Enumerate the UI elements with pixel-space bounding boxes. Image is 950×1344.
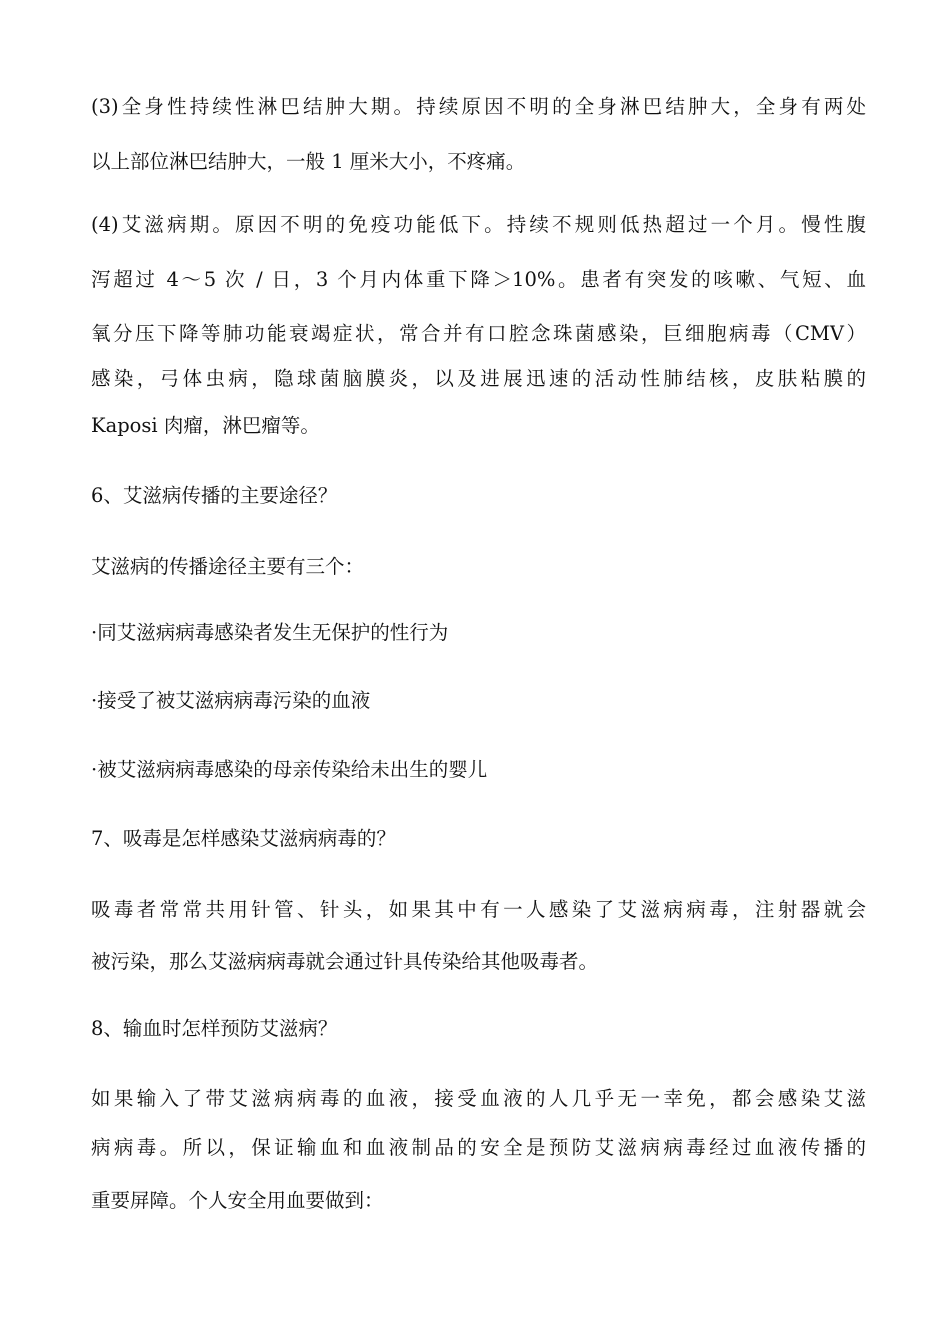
q8-heading: 8、输血时怎样预防艾滋病？	[91, 1017, 338, 1040]
section4-line-5: Kaposi 肉瘤，淋巴瘤等。	[91, 414, 320, 437]
q6-intro: 艾滋病的传播途径主要有三个：	[91, 555, 365, 578]
q7-heading: 7、吸毒是怎样感染艾滋病病毒的？	[91, 827, 396, 850]
q8-answer-line-2: 病病毒。所以，保证输血和血液制品的安全是预防艾滋病病毒经过血液传播的	[91, 1136, 866, 1159]
section3-line-1: (3)全身性持续性淋巴结肿大期。持续原因不明的全身淋巴结肿大，全身有两处	[91, 95, 866, 118]
section4-line-2: 泻超过 4～5 次 / 日，3 个月内体重下降＞10%。患者有突发的咳嗽、气短、血	[91, 268, 866, 291]
q6-item-1: ·同艾滋病病毒感染者发生无保护的性行为	[91, 621, 449, 644]
q6-item-3: ·被艾滋病病毒感染的母亲传染给未出生的婴儿	[91, 758, 488, 781]
q7-answer-line-1: 吸毒者常常共用针管、针头，如果其中有一人感染了艾滋病病毒，注射器就会	[91, 898, 866, 921]
q6-item-2: ·接受了被艾滋病病毒污染的血液	[91, 689, 371, 712]
section4-line-1: (4)艾滋病期。原因不明的免疫功能低下。持续不规则低热超过一个月。慢性腹	[91, 213, 866, 236]
q8-answer-line-3: 重要屏障。个人安全用血要做到：	[91, 1189, 384, 1212]
q7-answer-line-2: 被污染，那么艾滋病病毒就会通过针具传染给其他吸毒者。	[91, 950, 599, 973]
section4-line-3: 氧分压下降等肺功能衰竭症状，常合并有口腔念珠菌感染，巨细胞病毒（CMV）	[91, 322, 866, 345]
section3-line-2: 以上部位淋巴结肿大，一般 1 厘米大小，不疼痛。	[91, 150, 526, 173]
q8-answer-line-1: 如果输入了带艾滋病病毒的血液，接受血液的人几乎无一幸免，都会感染艾滋	[91, 1087, 866, 1110]
section4-line-4: 感染，弓体虫病，隐球菌脑膜炎，以及进展迅速的活动性肺结核，皮肤粘膜的	[91, 367, 866, 390]
q6-heading: 6、艾滋病传播的主要途径？	[91, 484, 338, 507]
